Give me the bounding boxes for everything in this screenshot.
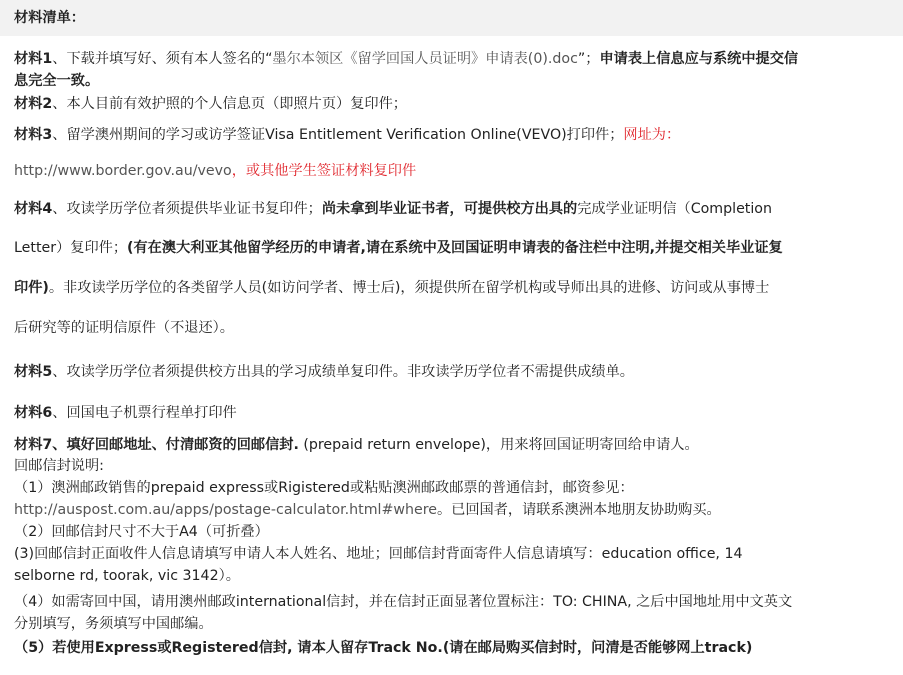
item3-red-label: 网址为： bbox=[623, 127, 681, 143]
item7-p3-b: selborne rd, toorak, vic 3142）。 bbox=[14, 568, 240, 584]
item1-text-b: ”； bbox=[577, 51, 600, 67]
item6-line bbox=[14, 402, 237, 424]
item7-p1-b: prepaid express或Rigistered bbox=[150, 480, 350, 496]
item3-text: 、留学澳州期间的学习或访学签证Visa Entitlement Verification Online(VEVO)打印件； bbox=[52, 127, 624, 143]
item4-text-c: Letter）复印件； bbox=[14, 240, 128, 256]
item4-text-d: 。非攻读学历学位的各类留学人员(如访问学者、博士后)，须提供所在留学机构或导师出具的进修、访问或从事博士 bbox=[48, 280, 770, 296]
item4-bold-c: 印件) bbox=[14, 280, 49, 296]
item5-line bbox=[14, 361, 634, 383]
item1-text-a: 、下载并填写好、须有本人签名的“ bbox=[52, 51, 273, 67]
item1-bold-a: 申请表上信息应与系统中提交信 bbox=[599, 51, 799, 67]
item1-line1 bbox=[14, 48, 798, 70]
item7-p1-a: （1）澳洲邮政销售的 bbox=[14, 480, 151, 496]
item2-text: 、本人目前有效护照的个人信息页（即照片页）复印件； bbox=[52, 96, 407, 112]
item7-p1-line2 bbox=[14, 499, 721, 521]
item4-line3 bbox=[14, 277, 769, 299]
item7-line1 bbox=[14, 434, 699, 456]
item4-text-a: 、攻读学历学位者须提供毕业证书复印件； bbox=[52, 201, 322, 217]
item6-text: 、回国电子机票行程单打印件 bbox=[52, 405, 237, 421]
item7-p2: （2）回邮信封尺寸不大于A4（可折叠） bbox=[14, 524, 269, 540]
vevo-link[interactable]: http://www.border.gov.au/vevo bbox=[14, 163, 232, 179]
item1-label: 材料1 bbox=[14, 51, 53, 67]
item6-label: 材料6 bbox=[14, 405, 53, 421]
item3-label: 材料3 bbox=[14, 127, 53, 143]
title-bar bbox=[0, 0, 903, 36]
item5-label: 材料5 bbox=[14, 364, 53, 380]
item7-p3-a: (3)回邮信封正面收件人信息请填写申请人本人姓名、地址；回邮信封背面寄件人信息请填写：education office, 14 bbox=[14, 546, 743, 562]
item7-p5-b: Express或Registered信封, 请本人留存Track No.(请在邮局购买信封时，问清是否能够网上track) bbox=[94, 640, 753, 656]
item7-p4-a: （4）如需寄回中国，请用澳州邮政international信封，并在信封正面显著位置标注：TO: CHINA, 之后中国地址用中文英文 bbox=[14, 594, 793, 610]
item7-label: 材料7 bbox=[14, 437, 53, 453]
item7-p4-b: 分别填写，务须填写中国邮编。 bbox=[14, 616, 213, 632]
page-title: 材料清单： bbox=[14, 10, 85, 26]
item5-text: 、攻读学历学位者须提供校方出具的学习成绩单复印件。非攻读学历学位者不需提供成绩单。 bbox=[52, 364, 634, 380]
item7-sub: 回邮信封说明: bbox=[14, 458, 104, 474]
item4-line1 bbox=[14, 198, 772, 220]
item4-bold-a: 尚未拿到毕业证书者，可提供校方出具的 bbox=[321, 201, 578, 217]
item3-red-tail: ，或其他学生签证材料复印件 bbox=[231, 163, 417, 179]
item7-p5 bbox=[14, 637, 752, 659]
item1-filename: 墨尔本领区《留学回国人员证明》申请表(0).doc bbox=[272, 51, 578, 67]
item7-p1 bbox=[14, 477, 634, 499]
item2-line bbox=[14, 93, 407, 115]
item4-text-e: 后研究等的证明信原件（不退还）。 bbox=[14, 320, 234, 336]
item3-line1 bbox=[14, 124, 680, 146]
item2-label: 材料2 bbox=[14, 96, 53, 112]
item7-text: (prepaid return envelope)，用来将回国证明寄回给申请人。 bbox=[298, 437, 699, 453]
item7-p1-c: 或粘贴澳洲邮政邮票的普通信封，邮资参见： bbox=[349, 480, 634, 496]
auspost-link[interactable]: http://auspost.com.au/apps/postage-calculator.html#where bbox=[14, 502, 437, 518]
item1-bold-b: 息完全一致。 bbox=[14, 73, 100, 89]
item7-p5-a: （5）若使用 bbox=[14, 640, 95, 656]
item4-line2 bbox=[14, 237, 783, 259]
item4-label: 材料4 bbox=[14, 201, 53, 217]
item4-bold-b: (有在澳大利亚其他留学经历的申请者,请在系统中及回国证明申请表的备注栏中注明,并提交相关毕业证复 bbox=[127, 240, 783, 256]
item7-bold: 、填好回邮地址、付清邮资的回邮信封. bbox=[52, 437, 299, 453]
item4-text-b: 完成学业证明信（Completion bbox=[577, 201, 772, 217]
item7-p1-tail: 。已回国者，请联系澳洲本地朋友协助购买。 bbox=[436, 502, 721, 518]
item3-line2 bbox=[14, 160, 416, 182]
